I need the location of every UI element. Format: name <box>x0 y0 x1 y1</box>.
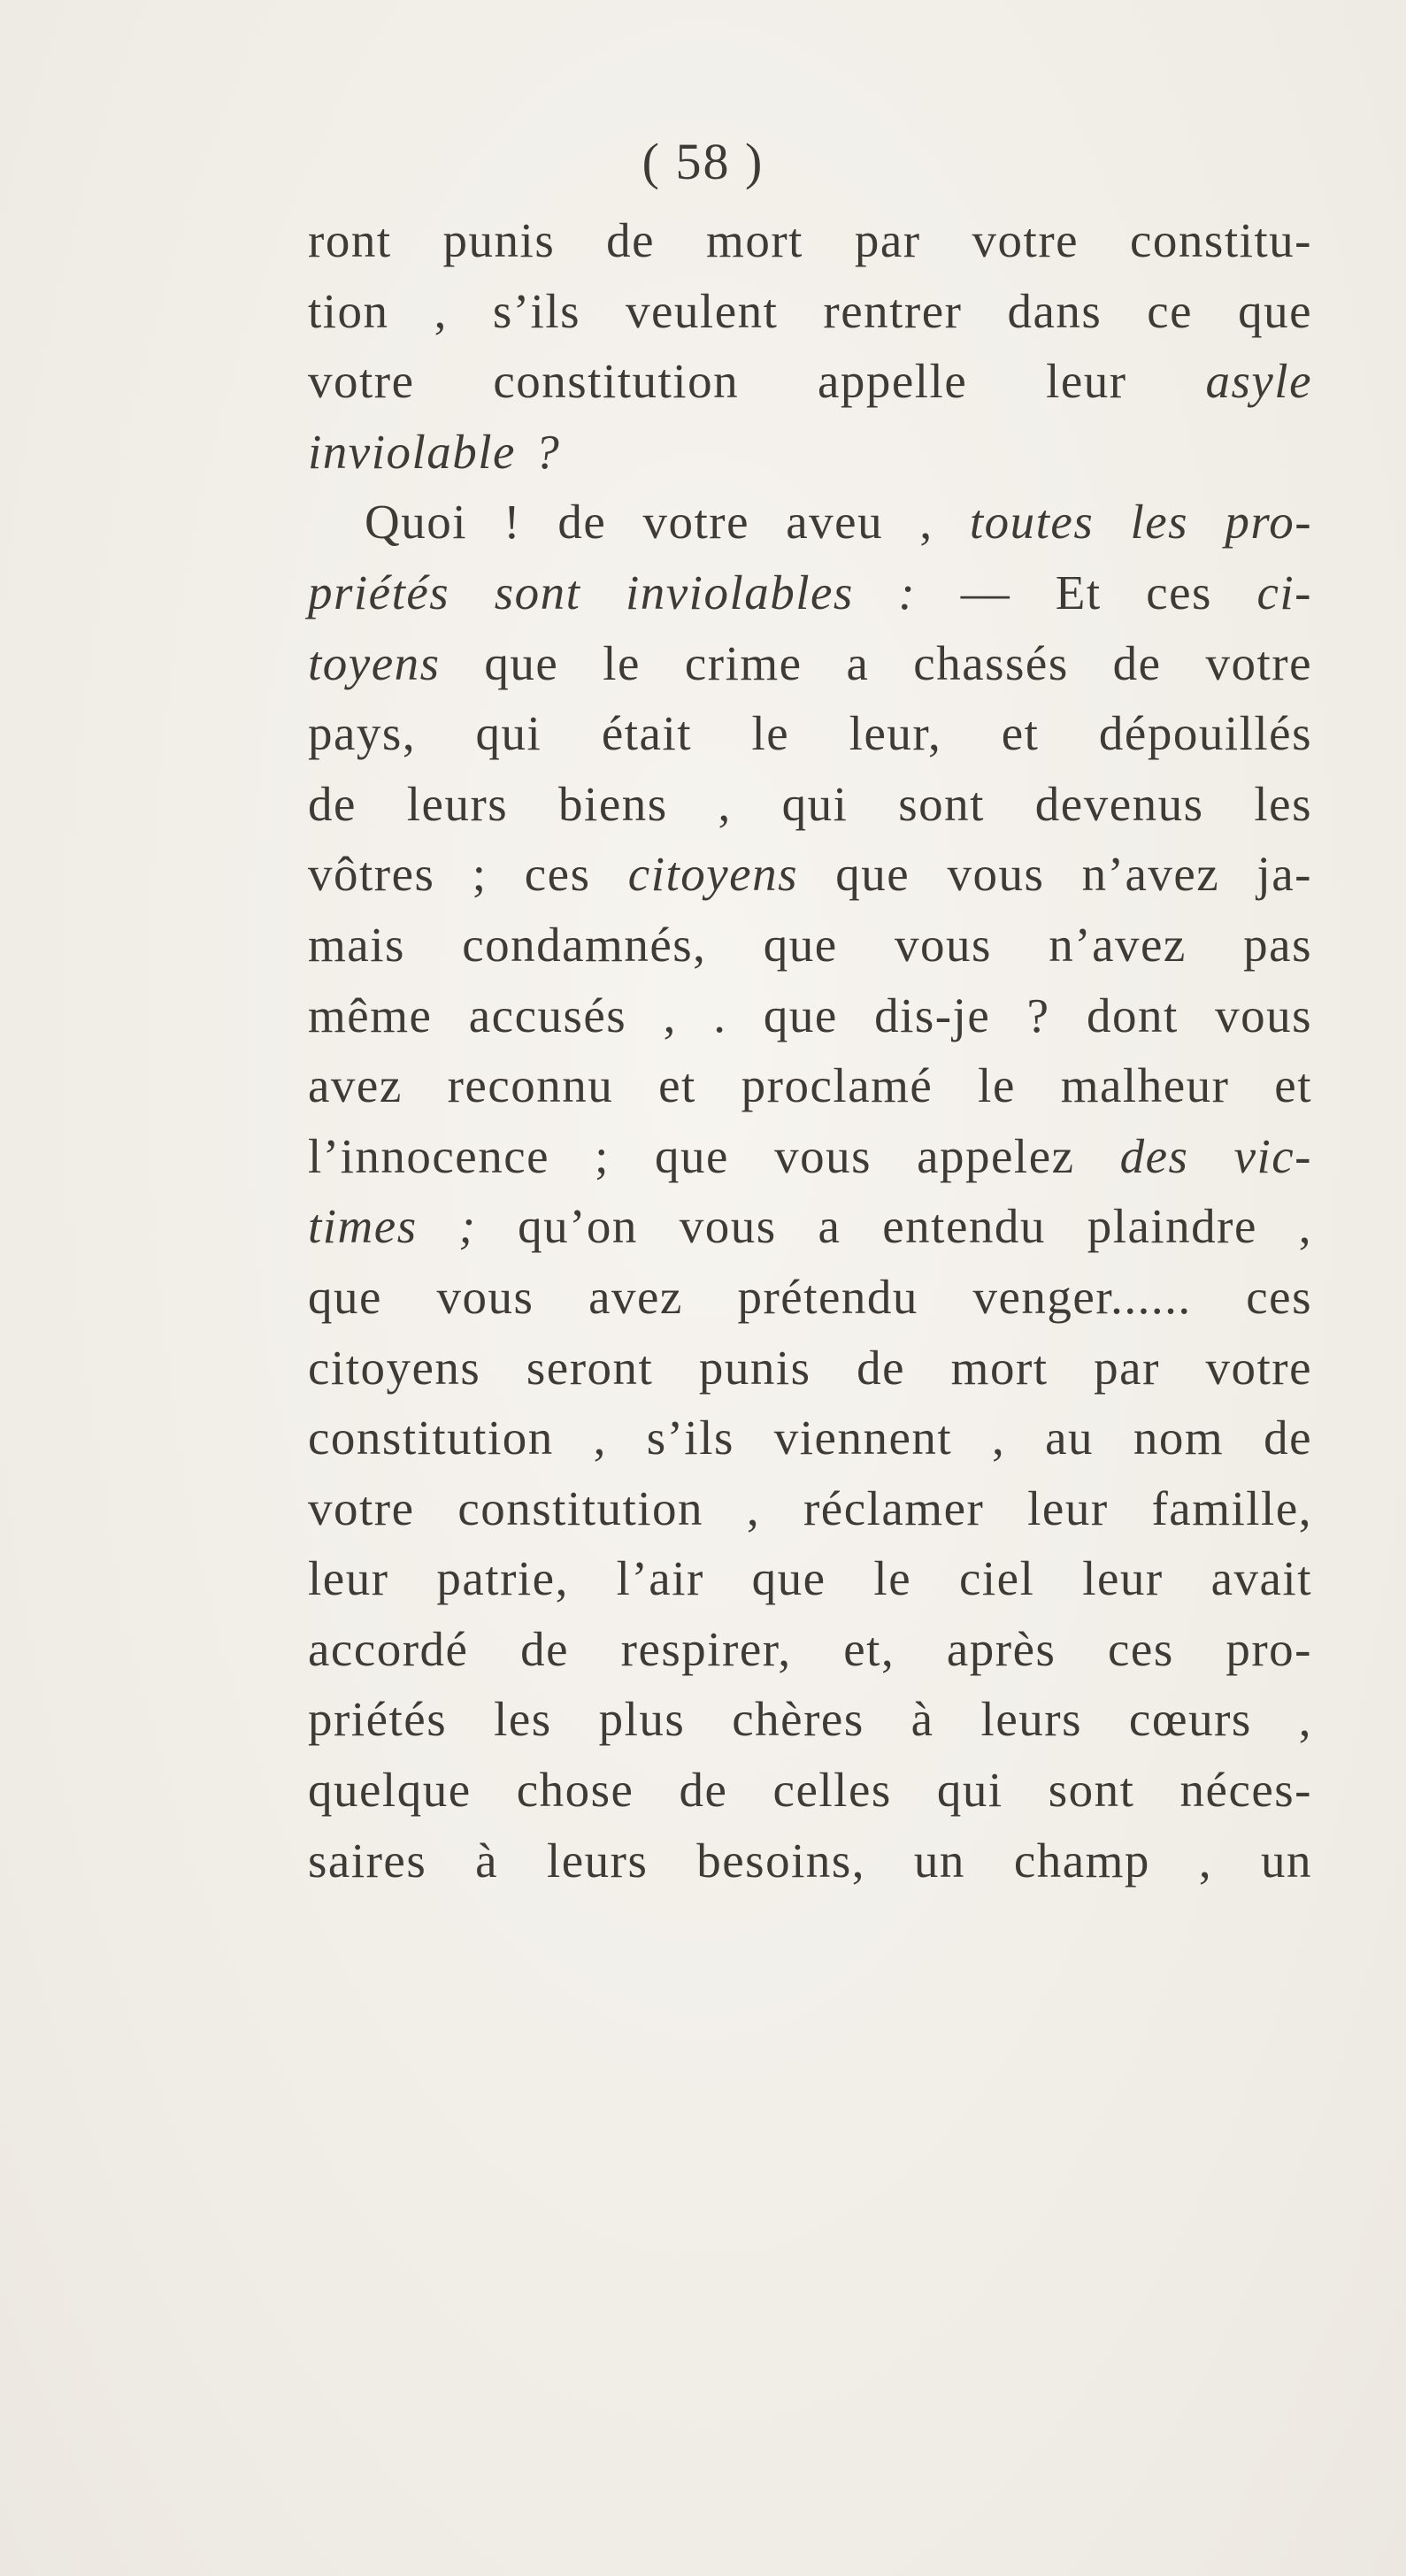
text-line <box>308 1050 1312 1121</box>
italic-text-segment: citoyens <box>627 847 798 902</box>
text-line <box>308 205 1312 276</box>
text-line <box>308 1191 1312 1262</box>
italic-text-segment: des vic- <box>1119 1128 1312 1183</box>
text-segment: Quoi ! de votre aveu , <box>365 495 970 550</box>
text-line <box>308 417 1312 488</box>
text-segment: quelque chose de celles qui sont néces- <box>308 1763 1312 1818</box>
text-line <box>308 1684 1312 1755</box>
text-segment: avez reconnu et proclamé le malheur et <box>308 1058 1312 1113</box>
text-line <box>308 1262 1312 1333</box>
italic-text-segment: inviolable ? <box>308 424 561 479</box>
text-segment: que le crime a chassés de votre <box>440 635 1312 690</box>
text-segment: même accusés , . que dis-je ? dont vous <box>308 988 1312 1042</box>
text-segment: mais condamnés, que vous n’avez pas <box>308 917 1312 972</box>
text-segment: saires à leurs besoins, un champ , un <box>308 1833 1312 1888</box>
text-line <box>308 1755 1312 1826</box>
italic-text-segment: toutes les pro- <box>969 495 1313 550</box>
italic-text-segment: asyle <box>1205 354 1312 409</box>
text-line <box>308 1121 1312 1192</box>
italic-text-segment: times ; <box>308 1199 477 1254</box>
text-segment: l’innocence ; que vous appelez <box>308 1128 1120 1183</box>
italic-text-segment: toyens <box>308 635 441 690</box>
text-segment: que vous avez prétendu venger...... ces <box>308 1269 1312 1324</box>
page-number: ( 58 ) <box>642 133 764 190</box>
text-line <box>308 769 1312 840</box>
italic-text-segment: ci- <box>1256 565 1312 619</box>
text-segment: votre constitution appelle leur <box>308 354 1206 409</box>
text-segment: priétés les plus chères à leurs cœurs , <box>308 1692 1312 1747</box>
text-line <box>308 628 1312 699</box>
body-text <box>308 205 1312 1895</box>
text-segment: leur patrie, l’air que le ciel leur avait <box>308 1551 1312 1606</box>
text-segment: qu’on vous a entendu plaindre , <box>476 1199 1312 1254</box>
text-line <box>308 276 1312 347</box>
text-segment: votre constitution , réclamer leur famille, <box>308 1480 1312 1535</box>
text-segment: de leurs biens , qui sont devenus les <box>308 776 1312 831</box>
text-line <box>308 839 1312 910</box>
text-segment: citoyens seront punis de mort par votre <box>308 1340 1312 1395</box>
text-segment: — Et ces <box>916 565 1257 619</box>
text-line <box>308 910 1312 980</box>
text-segment: ront punis de mort par votre constitu- <box>308 213 1312 267</box>
text-line <box>308 1614 1312 1685</box>
text-segment: pays, qui était le leur, et dépouillés <box>308 706 1312 761</box>
text-segment: tion , s’ils veulent rentrer dans ce que <box>308 283 1312 338</box>
text-line <box>308 1403 1312 1473</box>
text-line <box>308 487 1312 557</box>
text-line <box>308 1473 1312 1544</box>
text-segment: vôtres ; ces <box>308 847 628 902</box>
text-line <box>308 557 1312 628</box>
text-line <box>308 346 1312 417</box>
text-line <box>308 1333 1312 1403</box>
italic-text-segment: priétés sont inviolables : <box>308 565 917 619</box>
text-segment: constitution , s’ils viennent , au nom de <box>308 1411 1312 1465</box>
text-line <box>308 698 1312 769</box>
text-segment: que vous n’avez ja- <box>797 847 1313 902</box>
text-segment: accordé de respirer, et, après ces pro- <box>308 1621 1312 1676</box>
text-line <box>308 1543 1312 1614</box>
text-line <box>308 980 1312 1051</box>
text-line <box>308 1826 1312 1896</box>
